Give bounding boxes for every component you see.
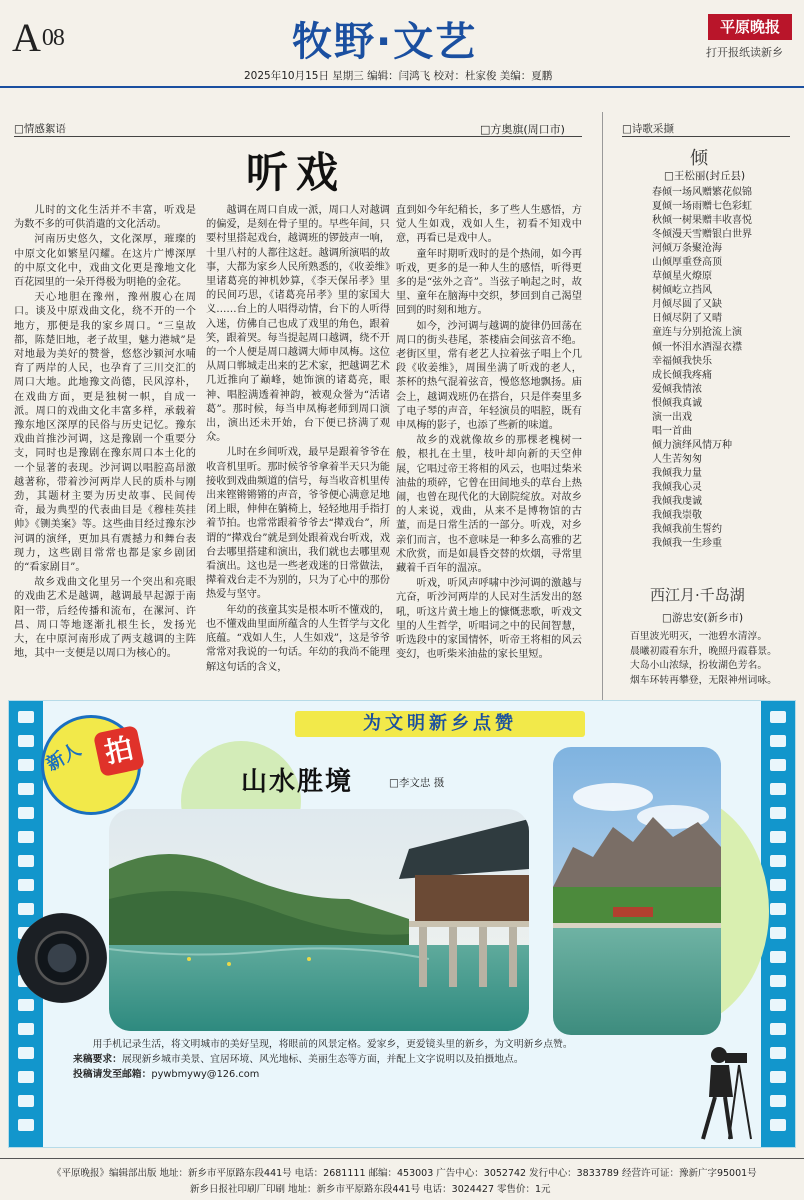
film-hole	[770, 711, 786, 723]
page-number: A08	[12, 15, 64, 60]
poem-line: 日倾尽阴了又晴	[652, 313, 722, 325]
film-hole	[770, 855, 786, 867]
caption-email	[73, 1067, 723, 1082]
poem-title: 倾	[690, 148, 708, 169]
poem-line: 我倾我力量	[652, 467, 702, 479]
mountain-photo	[553, 747, 721, 1035]
photo-banner	[8, 700, 796, 1148]
poem-line: 我倾我前生誓约	[652, 524, 722, 536]
footer-printer: 新乡日报社印刷厂印刷 地址：新乡市平原路东段441号 电话：3024427 零售价：1元	[190, 1184, 551, 1195]
film-hole	[18, 1023, 34, 1035]
poem-line: 幸福倾我快乐	[652, 355, 712, 367]
poem-line: 草倾星火燎原	[652, 271, 712, 283]
poem-line: 倾力演绎风情万种	[652, 439, 732, 451]
caption-requirements-label: 来稿要求：	[73, 1054, 122, 1065]
submission-email-link[interactable]: pywbmywy@126.com	[151, 1069, 260, 1080]
film-hole	[18, 1047, 34, 1059]
paragraph: 河南历史悠久，文化深厚，璀璨的中原文化如繁星闪耀。在这片广博深厚的中原文化中，戏曲文化更是豫地文化百花园里的一朵开得极为明艳的金花。	[14, 234, 196, 289]
film-hole	[18, 711, 34, 723]
film-hole	[770, 879, 786, 891]
poem-line: 我倾我心灵	[652, 481, 702, 493]
article-column-label: □情感絮语	[14, 123, 66, 135]
poem-line: 树倾屹立挡风	[652, 285, 712, 297]
photo-caption	[73, 1037, 723, 1082]
film-hole	[18, 783, 34, 795]
poem-line: 大岛小山浓绿，扮妆湖色芳名。	[630, 660, 768, 671]
film-hole	[18, 759, 34, 771]
poem-body	[630, 630, 777, 688]
poem-body	[652, 186, 752, 551]
camera-lens-icon	[17, 913, 107, 1003]
lake-photo-image	[109, 809, 529, 1031]
film-hole	[770, 1023, 786, 1035]
caption-requirements	[73, 1052, 723, 1067]
poem-line: 恨倾我真诚	[652, 397, 702, 409]
section-title: 牧野·文艺	[292, 19, 478, 65]
article-column-1	[14, 204, 196, 663]
paragraph: 童年时期听戏时的是个热闹，如今再听戏，更多的是一种人生的感悟，听得更多的是“弦外之音”。当弦子响起之时，故里、童年在脑海中交织，梦回到自己渴望回到的时刻和地方。	[396, 248, 582, 317]
paper-slogan: 打开报纸读新乡	[706, 46, 783, 59]
film-hole	[18, 999, 34, 1011]
poem-line: 唱一首曲	[652, 425, 692, 437]
caption-email-label: 投稿请发至邮箱：	[73, 1069, 152, 1080]
film-hole	[18, 735, 34, 747]
paragraph: 越调在周口自成一派，周口人对越调的偏爱，是刻在骨子里的。早些年间，只要村里搭起戏台，越调班的锣鼓声一响，十里八村的人都往这赶。越调所演唱的故事，大都为家乡人民所熟悉的，《收姜维》里诸葛亮的神机妙算，《李天保吊孝》里的民间巧思，《诸葛亮吊孝》里的家国大义……台上的人唱得动情，台下的人听得入迷，仿佛自己也成了戏里的角色，跟着笑，跟着哭。每当提起周口越调，绕不开的一个人便是周口越调大师申凤梅。这位从周口郸城走出来的艺术家，把越调艺术几近推向了巅峰，她饰演的诸葛亮，眼神、唱腔满透着神韵，被观众誉为“活诸葛”。那时候，每当申凤梅老师到周口演出，演出还未开始，台下便已挤满了观众。	[206, 205, 390, 444]
poem-line: 我倾我虔诚	[652, 496, 702, 508]
banner-title: 为文明新乡点赞	[295, 711, 585, 737]
poem-line: 爱倾我情浓	[652, 383, 702, 395]
poem-line: 河倾万条聚沧海	[652, 243, 722, 255]
film-hole	[18, 1095, 34, 1107]
poem-line: 我倾我崇敬	[652, 510, 702, 522]
film-hole	[770, 1119, 786, 1131]
poem-line: 我倾我一生珍重	[652, 538, 722, 550]
paragraph: 听戏，听风声呼啸中沙河调的激越与亢奋，听沙河两岸的人民对生活发出的怒吼，听这片黄土地上的慷慨悲歌，听戏文里的人生哲学，听唱词之中的民间智慧，听选段中的家国情怀，听帝王将相的风云变幻，也听柴米油盐的家长里短。	[396, 578, 582, 661]
poem-line: 夏倾一场雨赠七色彩虹	[652, 201, 752, 213]
film-hole	[18, 1119, 34, 1131]
paragraph: 直到如今年纪稍长，多了些人生感悟，方觉人生如戏，戏如人生，初看不知戏中意，再看已是戏中人。	[396, 205, 582, 245]
caption-intro: 用手机记录生活，将文明城市的美好呈现，将眼前的风景定格。爱家乡，更爱镜头里的新乡，为文明新乡点赞。	[92, 1039, 573, 1050]
column-logo-text: 新人	[42, 739, 85, 776]
film-hole	[770, 927, 786, 939]
film-hole	[18, 831, 34, 843]
poem-title: 西江月·千岛湖	[650, 586, 745, 604]
poem-line: 倾一怀泪水酒湿衣襟	[652, 341, 742, 353]
film-hole	[770, 975, 786, 987]
film-hole	[770, 759, 786, 771]
article-column-2	[206, 204, 390, 676]
paragraph: 年幼的孩童其实是根本听不懂戏的，也不懂戏曲里面所蕴含的人生哲学与文化底蕴。“戏如人生，人生如戏”，这是爷爷常常对我说的一句话。年幼的我尚不能理解这句话的含义，	[206, 604, 390, 673]
poem-line: 烟车环转再攀登，无限神州词咏。	[630, 674, 777, 686]
poem-line: 冬倾漫天雪赠银白世界	[652, 229, 752, 241]
poem-line: 春倾一场风赠繁花似锦	[652, 187, 752, 198]
film-hole	[770, 831, 786, 843]
poem-line: 晨曦初霞看东升，晚照丹霞暮景。	[630, 645, 777, 657]
header-divider	[0, 86, 804, 88]
poem-line: 月倾尽圆了又缺	[652, 299, 722, 311]
footer-divider	[0, 1158, 804, 1159]
film-hole	[18, 1071, 34, 1083]
poem-author: □游忠安(新乡市)	[662, 612, 744, 624]
film-hole	[770, 783, 786, 795]
lake-photo	[109, 809, 529, 1031]
column-rule	[14, 136, 582, 137]
poem-line: 成长倾我疼痛	[652, 369, 712, 381]
poem-line: 山倾厚重登高顶	[652, 257, 722, 269]
photo-title: 山水胜境	[241, 767, 354, 797]
film-hole	[770, 1095, 786, 1107]
column-rule	[622, 136, 790, 137]
film-hole	[18, 903, 34, 915]
article-title: 听戏	[246, 148, 347, 197]
article-column-3	[396, 204, 582, 664]
paragraph: 故乡戏曲文化里另一个突出和亮眼的戏曲艺术是越调，越调最早起源于南阳一带，后经传播和流布，在漯河、许昌、周口等地逐渐扎根生长，发扬光大，在中原河南形成了两支越调的主阵地，其中一支便是以周口为核心的。	[14, 577, 196, 660]
film-hole	[770, 903, 786, 915]
date-line: 2025年10月15日 星期三 编辑：闫鸿飞 校对：杜家俊 美编：夏鹏	[244, 70, 553, 82]
paper-logo: 平原晚报	[708, 14, 792, 40]
film-hole	[770, 951, 786, 963]
poem-column-label: □诗歌采撷	[622, 123, 674, 135]
film-hole	[18, 855, 34, 867]
poem-line: 演一出戏	[652, 411, 692, 423]
article-byline: □方奥旗(周口市)	[480, 123, 565, 136]
poem-line: 童连与分别抢流上演	[652, 327, 742, 339]
poem-line: 秋倾一树果赠丰收喜悦	[652, 215, 752, 227]
film-hole	[770, 1047, 786, 1059]
poem-author: □王松丽(封丘县)	[664, 170, 746, 182]
film-hole	[770, 1071, 786, 1083]
poem-line: 百里波光明灭，一池碧水清淳。	[630, 631, 768, 642]
film-hole	[770, 735, 786, 747]
footer-publisher: 《平原晚报》编辑部出版 地址：新乡市平原路东段441号 电话：2681111 邮编：453003 广告中心：3052742 发行中心：3833789 经营许可证：豫新广字95001号	[52, 1168, 757, 1179]
film-hole	[18, 807, 34, 819]
film-hole	[770, 999, 786, 1011]
paragraph: 儿时的文化生活并不丰富，听戏是为数不多的可供消遣的文化活动。	[14, 205, 196, 231]
film-hole	[770, 807, 786, 819]
photographer: □李文忠 摄	[389, 777, 445, 789]
poem-line: 人生苦匆匆	[652, 453, 702, 465]
paragraph: 如今，沙河调与越调的旋律仍回荡在周口的街头巷尾，茶楼庙会间弦音不绝。老街区里，常有老艺人拉着弦子唱上个几段《收姜维》，周围坐满了听戏的老人，茶杯的热气混着弦音，慢悠悠地飘扬。庙会上，越调戏班仍在搭台，只是伴奏里多了电子琴的声音，年轻演员的唱腔，既有申凤梅的影子，也添了些新的味道。	[396, 320, 582, 432]
paragraph: 儿时在乡间听戏，最早是跟着爷爷在收音机里听。那时候爷爷拿着半天只为能接收到戏曲频道的信号，每当收音机里传出来铿锵锵锵的声音，爷爷便心满意足地闭上眼，伸伸在躺椅上，轻轻地用手指打着节拍。也常常跟着爷爷去“撵戏台”，所谓的“撵戏台”就是到处跟着戏台听戏，戏台去哪里搭建和演出，我们就也去哪里观看演出。这也是一些老戏迷的日常做法，撵着戏台走不为别的，只为了心中的那份热爱与坚守。	[206, 447, 390, 601]
photographer-silhouette-icon	[689, 1041, 759, 1141]
caption-requirements-text: 展现新乡城市美景、宜居环境、风光地标、美丽生态等方面，并配上文字说明以及拍摄地点。	[121, 1054, 524, 1065]
column-logo-badge: 拍	[93, 725, 145, 777]
mountain-photo-image	[553, 747, 721, 1035]
vertical-divider	[602, 112, 603, 702]
paragraph: 故乡的戏就像故乡的那棵老槐树一般，根扎在土里，枝叶却向新的天空伸展，它唱过帝王将相的风云，也唱过柴米油盐的琐碎，它曾在田间地头的草台上热闹，也曾在现代化的大剧院绽放。对故乡的人来说，戏曲，从来不是博物馆的古董，而是日常生活的一部分。听戏，对乡亲们而言，也不意味是一种多么高雅的艺术欣赏，而是如晨昏交替的炊烟，寻常里藏着千百年的温凉。	[396, 435, 582, 575]
paragraph: 天心地胆在豫州，豫州腹心在周口。谈及中原戏曲文化，绕不开的一个地方，那便是我的家乡周口。“三皇故都，陈楚旧地，老子故里，魅力港城”是对地最为美好的赞誉，悠悠沙颍河水哺育了两岸的人民，也孕育了三川交汇的周口大地。此地豫文尚德，民风淳朴，在戏曲方面，更是独树一帜，自成一派。周口的戏曲文化丰富多样，承载着豫东地区深厚的民俗与历史记忆。豫东戏曲首推沙河调，这是豫剧一个重要分支，同时也是豫剧在豫东周口本土化的一个显著的表现。沙河调以唱腔高昂激越著称，带着沙河两岸人民的质朴与刚劲，其题材主要为历史故事、民间传奇，最为典型的代表曲目是《穆桂英挂帅》《铡美案》等。这些曲目经过豫东沙河调的演绎，更加具有震撼力和舞台表现力，这些剧目常常也都是家乡剧团的“看家剧目”。	[14, 292, 196, 574]
film-hole	[18, 879, 34, 891]
